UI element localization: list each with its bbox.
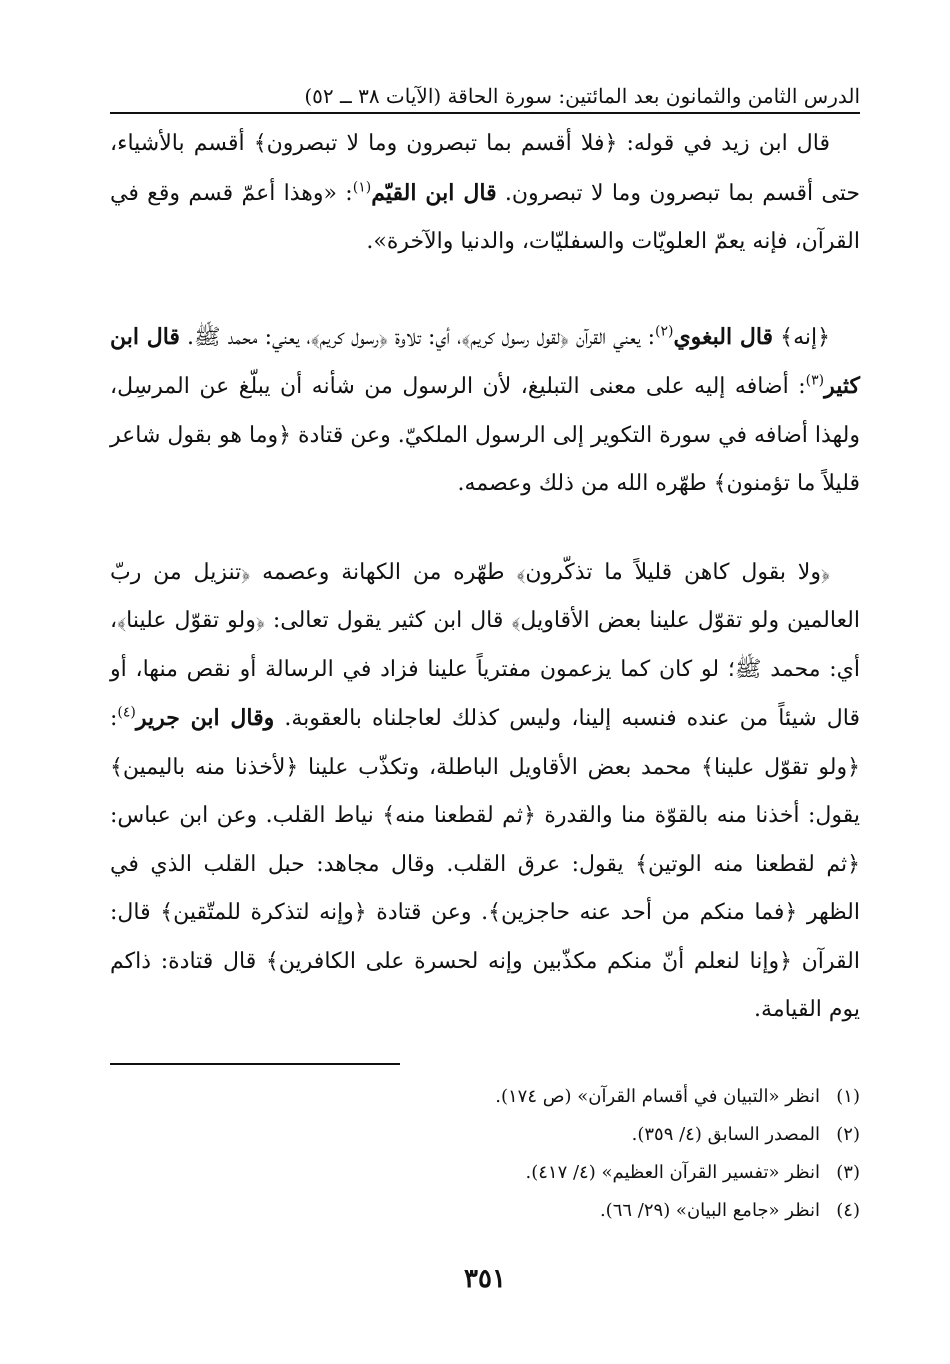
paragraph-2-author-1: قال البغوي xyxy=(673,323,774,350)
paragraph-3 xyxy=(110,549,860,1035)
footnote-text: المصدر السابق (٤/ ٣٥٩). xyxy=(631,1124,820,1145)
paragraph-2-text-a: ﴿إنه﴾ xyxy=(773,324,830,350)
body-text xyxy=(110,120,860,1035)
footnote-number: (٢) xyxy=(836,1124,860,1145)
page-number: ٣٥١ xyxy=(464,1264,506,1294)
paragraph-1-text-a: قال ابن زيد في قوله: ﴿فلا أقسم بما تبصرون وما لا تبصرون﴾ أقسم بالأشياء، حتى أقسم بما تبصرون وما لا تبصرون. xyxy=(110,131,861,206)
footnote-number: (٣) xyxy=(836,1162,860,1183)
footnotes xyxy=(110,1078,860,1230)
paragraph-2-text-e: : أضافه إليه على معنى التبليغ، لأن الرسول من شأنه أن يبلّغ عن المرسِل، ولهذا أضافه في سورة التكوير إلى الرسول الملكيّ. وعن قتادة ﴿وما هو بقول شاعر قليلاً ما تؤمنون﴾ طهّره الله من ذلك وعصمه. xyxy=(110,374,860,496)
footnote-ref-2: (٢) xyxy=(654,323,674,340)
footnote-ref-3: (٣) xyxy=(805,372,825,389)
paragraph-3-text-a: ﴿ولا بقول كاهن قليلاً ما تذكّرون﴾ طهّره من الكهانة وعصمه ﴿تنزيل من ربّ العالمين ولو تقوّل علينا بعض الأقاويل﴾ قال ابن كثير يقول تعالى: ﴿ولو تقوّل علينا﴾، أي: محمد ﷺ؛ لو كان كما يزعمون مفترياً علينا فزاد في الرسالة أو نقص منها، أو قال شيئاً من عنده فنسبه إلينا، وليس كذلك لعاجلناه بالعقوبة. xyxy=(110,559,860,731)
paragraph-3-text-c: : ﴿ولو تقوّل علينا﴾ محمد بعض الأقاويل الباطلة، وتكذّب علينا ﴿لأخذنا منه باليمين﴾ يقول: أخذنا منه بالقوّة منا والقدرة ﴿ثم لقطعنا منه﴾ نياط القلب. وعن ابن عباس: ﴿ثم لقطعنا منه الوتين﴾ يقول: عرق القلب. وقال مجاهد: حبل القلب الذي في الظهر ﴿فما منكم من أحد عنه حاجزين﴾. وعن قتادة ﴿وإنه لتذكرة للمتّقين﴾ قال: القرآن ﴿وإنا لنعلم أنّ منكم مكذّبين وإنه لحسرة على الكافرين﴾ قال قتادة: ذاكم يوم القيامة. xyxy=(110,706,860,1022)
footnote-number: (٤) xyxy=(836,1200,860,1221)
paragraph-1-text-c: : «وهذا أعمّ قسم وقع في القرآن، فإنه يعمّ العلويّات والسفليّات، والدنيا والآخرة». xyxy=(110,180,860,254)
paragraph-gap xyxy=(110,267,860,313)
footnote-ref-1: (١) xyxy=(352,179,372,196)
footnote-separator xyxy=(110,1063,400,1065)
footnote-1 xyxy=(110,1078,860,1116)
footnote-text: انظر «تفسير القرآن العظيم» (٤/ ٤١٧). xyxy=(525,1162,820,1183)
paragraph-gap xyxy=(110,509,860,549)
footnote-4 xyxy=(110,1192,860,1230)
paragraph-2 xyxy=(110,313,860,509)
footnote-number: (١) xyxy=(836,1086,860,1107)
paragraph-3-author: وقال ابن جرير xyxy=(135,705,275,731)
book-page xyxy=(110,0,860,1364)
running-header: الدرس الثامن والثمانون بعد المائتين: سورة الحاقة (الآيات ٣٨ ــ ٥٢) xyxy=(304,84,860,108)
header-rule xyxy=(110,112,860,114)
footnote-text: انظر «جامع البيان» (٢٩/ ٦٦). xyxy=(599,1200,820,1221)
paragraph-1-author: قال ابن القيّم xyxy=(371,179,497,206)
footnote-3 xyxy=(110,1154,860,1192)
paragraph-1 xyxy=(110,120,860,267)
footnote-text: انظر «التبيان في أقسام القرآن» (ص ١٧٤). xyxy=(495,1086,820,1107)
paragraph-2-author-2: قال ابن كثير xyxy=(110,323,860,399)
paragraph-2-text-c: : يعني القرآن ﴿لقول رسول كريم﴾، أي: تلاوة ﴿رسول كريم﴾، يعني: محمد ﷺ. xyxy=(179,324,655,350)
footnote-ref-4: (٤) xyxy=(117,704,136,721)
footnote-2 xyxy=(110,1116,860,1154)
